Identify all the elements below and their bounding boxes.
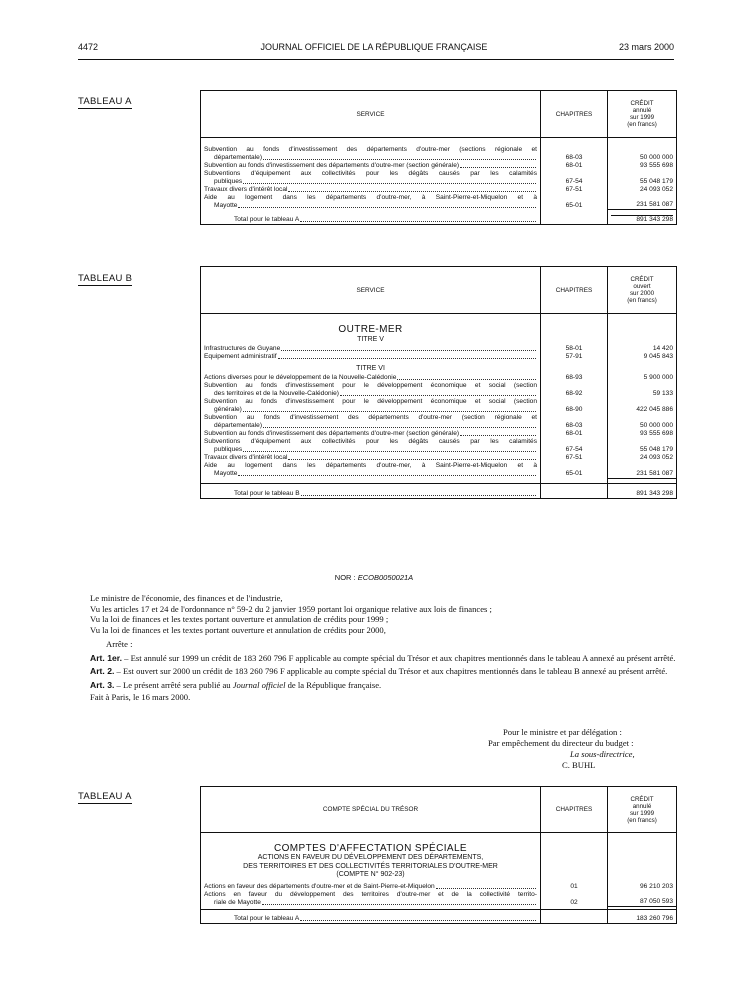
col-chapitres: CHAPITRES bbox=[541, 91, 608, 138]
table-a2-label: TABLEAU A bbox=[78, 791, 132, 802]
table-row: Subvention au fonds d'investissement des départements d'outre-mer (sections régionale et départementale) 68-03 50 000 000 bbox=[201, 146, 677, 162]
chapitre-cell: 68-90 bbox=[541, 398, 608, 414]
chapitre-cell: 67-54 bbox=[541, 170, 608, 186]
chapitre-cell: 67-54 bbox=[541, 438, 608, 454]
table-a2-total: Total pour le tableau A 183 260 796 bbox=[201, 910, 677, 924]
titre-vi-heading: TITRE VI bbox=[356, 365, 385, 372]
article-3: Art. 3. – Le présent arrêté sera publié au Journal officiel de la République française. bbox=[90, 679, 382, 690]
montant-cell: 9 045 843 bbox=[608, 353, 677, 361]
table-a2 bbox=[200, 786, 677, 924]
table-row: Subventions d'équipement aux collectivités pour les dégâts causés par les calamités publiques 67-54 55 048 179 bbox=[201, 438, 677, 454]
montant-cell: 231 581 087 bbox=[608, 462, 677, 478]
chapitre-cell: 68-01 bbox=[541, 430, 608, 438]
header-rule bbox=[78, 59, 674, 60]
table-row: Infrastructures de Guyane 58-01 14 420 bbox=[201, 345, 677, 353]
montant-cell: 50 000 000 bbox=[608, 146, 677, 162]
col-service: SERVICE bbox=[201, 91, 541, 138]
table-row: Actions diverses pour le développement de la Nouvelle-Calédonie 68-93 5 900 000 bbox=[201, 374, 677, 382]
subtitle-2: DES TERRITOIRES ET DES COLLECTIVITÉS TERRITORIALES D'OUTRE-MER bbox=[243, 862, 498, 870]
vu-3: Vu la loi de finances et les textes portant ouverture et annulation de crédits pour 2000, bbox=[90, 624, 386, 635]
table-row: Subvention au fonds d'investissement pour le développement économique et social (section générale) 68-90 422 045 886 bbox=[201, 398, 677, 414]
table-a1 bbox=[200, 90, 677, 225]
table-row: Subvention au fonds d'investissement des départements d'outre-mer (section régionale et départementale) 68-03 50 000 000 bbox=[201, 414, 677, 430]
montant-cell: 5 900 000 bbox=[608, 374, 677, 382]
montant-cell: 55 048 179 bbox=[608, 170, 677, 186]
montant-cell: 24 093 052 bbox=[608, 454, 677, 462]
done-at: Fait à Paris, le 16 mars 2000. bbox=[90, 692, 191, 702]
titre-v-heading: TITRE V bbox=[357, 336, 384, 343]
montant-cell: 55 048 179 bbox=[608, 438, 677, 454]
article-1: Art. 1er. – Est annulé sur 1999 un crédit de 183 260 796 F applicable au compte spécial du Trésor et aux chapitres mentionnés dans le tableau A annexé au présent arrêté. bbox=[90, 652, 676, 663]
table-b bbox=[200, 266, 677, 499]
col-chapitres: CHAPITRES bbox=[541, 267, 608, 314]
montant-cell: 93 555 698 bbox=[608, 430, 677, 438]
nor-reference: NOR : ECOB0050021A bbox=[334, 573, 414, 582]
montant-cell: 87 050 593 bbox=[608, 891, 677, 907]
chapitre-cell: 57-91 bbox=[541, 353, 608, 361]
chapitre-cell: 58-01 bbox=[541, 345, 608, 353]
journal-title: JOURNAL OFFICIEL DE LA RÉPUBLIQUE FRANÇAISE bbox=[260, 42, 488, 52]
montant-cell: 422 045 886 bbox=[608, 398, 677, 414]
chapitre-cell: 65-01 bbox=[541, 462, 608, 478]
montant-cell: 59 133 bbox=[608, 382, 677, 398]
article-2: Art. 2. – Est ouvert sur 2000 un crédit de 183 260 796 F applicable au compte spécial du Trésor et aux chapitres mentionnés dans le tableau B annexé au présent arrêté. bbox=[90, 666, 668, 676]
montant-cell: 231 581 087 bbox=[608, 194, 677, 210]
chapitre-cell: 68-93 bbox=[541, 374, 608, 382]
chapitre-cell: 67-51 bbox=[541, 186, 608, 194]
col-credit: CRÉDIT annulé sur 1999 (en francs) bbox=[608, 91, 677, 138]
table-a1-label: TABLEAU A bbox=[78, 96, 132, 107]
section-title: OUTRE-MER bbox=[338, 324, 403, 335]
table-row: Subvention au fonds d'investissement des départements d'outre-mer (section générale) 68-01 93 555 698 bbox=[201, 430, 677, 438]
subtitle-1: ACTIONS EN FAVEUR DU DÉVELOPPEMENT DES DÉPARTEMENTS, bbox=[257, 854, 484, 861]
arrete: Arrête : bbox=[106, 639, 133, 649]
chapitre-cell: 68-92 bbox=[541, 382, 608, 398]
montant-cell: 96 210 203 bbox=[608, 883, 677, 891]
issue-date: 23 mars 2000 bbox=[618, 42, 674, 52]
col-credit: CRÉDIT annulé sur 1999 (en francs) bbox=[608, 787, 677, 833]
signature-block: Pour le ministre et par délégation : Par empêchement du directeur du budget : La sous-directrice, C. BUHL bbox=[488, 727, 635, 770]
table-b-total: Total pour le tableau B 891 343 298 bbox=[201, 483, 677, 498]
table-row: Subvention au fonds d'investissement pour le développement économique et social (section des territoires et de la Nouvelle-Calédonie) 68-92 59 133 bbox=[201, 382, 677, 398]
chapitre-cell: 68-03 bbox=[541, 146, 608, 162]
table-row: Equipement administratif 57-91 9 045 843 bbox=[201, 353, 677, 361]
chapitre-cell: 68-03 bbox=[541, 414, 608, 430]
decree-body bbox=[78, 593, 676, 703]
table-a1-total: Total pour le tableau A 891 343 298 bbox=[201, 210, 677, 225]
montant-cell: 93 555 698 bbox=[608, 162, 677, 170]
col-chapitres: CHAPITRES bbox=[541, 787, 608, 833]
vu-1: Vu les articles 17 et 24 de l'ordonnance n° 59-2 du 2 janvier 1959 portant loi organique relative aux lois de finances ; bbox=[90, 603, 492, 614]
col-service: SERVICE bbox=[201, 267, 541, 314]
chapitre-cell: 67-51 bbox=[541, 454, 608, 462]
montant-cell: 50 000 000 bbox=[608, 414, 677, 430]
page-number: 4472 bbox=[78, 42, 99, 52]
table-row: Actions en faveur des départements d'outre-mer et de Saint-Pierre-et-Miquelon 01 96 210 203 bbox=[201, 883, 677, 891]
decree-intro: Le ministre de l'économie, des finances et de l'industrie, bbox=[90, 593, 283, 603]
montant-cell: 14 420 bbox=[608, 345, 677, 353]
col-credit: CRÉDIT ouvert sur 2000 (en francs) bbox=[608, 267, 677, 314]
table-row: Subvention au fonds d'investissement des départements d'outre-mer (section générale) 68-01 93 555 698 bbox=[201, 162, 677, 170]
chapitre-cell: 01 bbox=[541, 883, 608, 891]
chapitre-cell: 02 bbox=[541, 891, 608, 907]
table-row: Aide au logement dans les départements d'outre-mer, à Saint-Pierre-et-Miquelon et à Mayotte 65-01 231 581 087 bbox=[201, 194, 677, 210]
chapitre-cell: 65-01 bbox=[541, 194, 608, 210]
table-row: Travaux divers d'intérêt local 67-51 24 093 052 bbox=[201, 186, 677, 194]
vu-2: Vu la loi de finances et les textes portant ouverture et annulation de crédits pour 1999 ; bbox=[90, 614, 389, 624]
chapitre-cell: 68-01 bbox=[541, 162, 608, 170]
montant-cell: 24 093 052 bbox=[608, 186, 677, 194]
table-row: Aide au logement dans les départements d'outre-mer, à Saint-Pierre-et-Miquelon et à Mayotte 65-01 231 581 087 bbox=[201, 462, 677, 478]
table-b-label: TABLEAU B bbox=[78, 273, 133, 284]
subtitle-3: (COMPTE N° 902-23) bbox=[336, 871, 405, 878]
table-row: Travaux divers d'intérêt local 67-51 24 093 052 bbox=[201, 454, 677, 462]
table-row: Subventions d'équipement aux collectivités pour les dégâts causés par les calamités publiques 67-54 55 048 179 bbox=[201, 170, 677, 186]
table-row: Actions en faveur du développement des territoires d'outre-mer et de la collectivité territo- riale de Mayotte 02 87 050 593 bbox=[201, 891, 677, 907]
section-title: COMPTES D'AFFECTATION SPÉCIALE bbox=[273, 843, 467, 854]
col-compte: COMPTE SPÉCIAL DU TRÉSOR bbox=[201, 787, 541, 833]
